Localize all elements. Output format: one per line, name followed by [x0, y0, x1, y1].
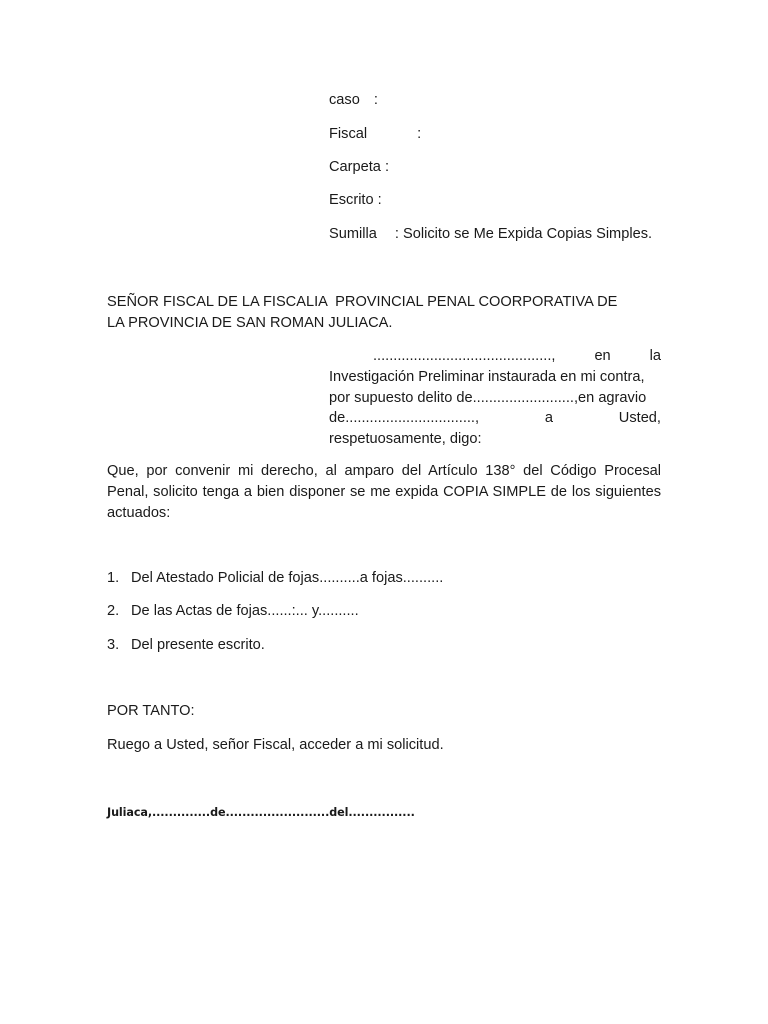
sumilla-value: : Solicito se Me Expida Copias Simples.: [394, 226, 653, 242]
intro-line-3: [329, 388, 661, 409]
intro-l4-a: a: [544, 410, 553, 427]
caso-separator: :: [373, 92, 378, 108]
intro-l4-usted: Usted,: [618, 410, 661, 427]
por-tanto-heading: POR TANTO:: [107, 703, 195, 719]
place-date-line: Juliaca,..............de.........................del................: [107, 806, 415, 819]
list-item-number: 3.: [107, 637, 120, 653]
list-item: [107, 637, 265, 653]
list-item-text: De las Actas de fojas......:... y..........: [131, 603, 359, 619]
addressee-line-2: LA PROVINCIA DE SAN ROMAN JULIACA.: [107, 314, 393, 331]
caso-label: caso: [329, 92, 360, 108]
request-paragraph: Que, por convenir mi derecho, al amparo del Artículo 138° del Código Procesal Penal, solicito tenga a bien disponer se me expida COPIA SIMPLE de los siguientes actuados:: [107, 463, 661, 521]
header-caso: [329, 92, 378, 108]
addressee-line-1: [107, 292, 661, 313]
intro-l2-text: Investigación Preliminar instaurada en mi contra,: [329, 368, 645, 385]
intro-l4-de: de................................,: [329, 410, 480, 427]
intro-l3-text: por supuesto delito de.........................,en agravio: [329, 389, 647, 406]
intro-line-5: [329, 429, 661, 450]
list-item-number: 1.: [107, 570, 120, 586]
intro-l1-dots: ............................................,: [373, 348, 556, 364]
intro-line-1: [329, 346, 661, 367]
header-fiscal: [329, 126, 421, 142]
addressee-heading: [107, 292, 661, 334]
header-carpeta: Carpeta :: [329, 159, 390, 175]
intro-line-2: [329, 367, 661, 388]
list-item-text: Del presente escrito.: [131, 637, 265, 653]
addressee-line-1-text: SEÑOR FISCAL DE LA FISCALIA PROVINCIAL PENAL COORPORATIVA DE: [107, 294, 618, 310]
fiscal-separator: :: [417, 126, 422, 142]
intro-l5-text: respetuosamente, digo:: [329, 431, 482, 448]
header-escrito: Escrito :: [329, 192, 382, 208]
header-sumilla: [329, 226, 652, 242]
closing-request: Ruego a Usted, señor Fiscal, acceder a mi solicitud.: [107, 737, 444, 753]
intro-line-4: [329, 408, 661, 429]
intro-l1-la: la: [649, 348, 661, 364]
intro-block: [329, 346, 661, 450]
sumilla-label: Sumilla: [329, 226, 377, 242]
list-item-text: Del Atestado Policial de fojas..........a fojas..........: [131, 570, 444, 586]
intro-l1-en: en: [594, 348, 611, 364]
list-item: [107, 570, 443, 586]
list-item-number: 2.: [107, 603, 120, 619]
list-item: [107, 603, 359, 619]
fiscal-label: Fiscal: [329, 126, 368, 142]
